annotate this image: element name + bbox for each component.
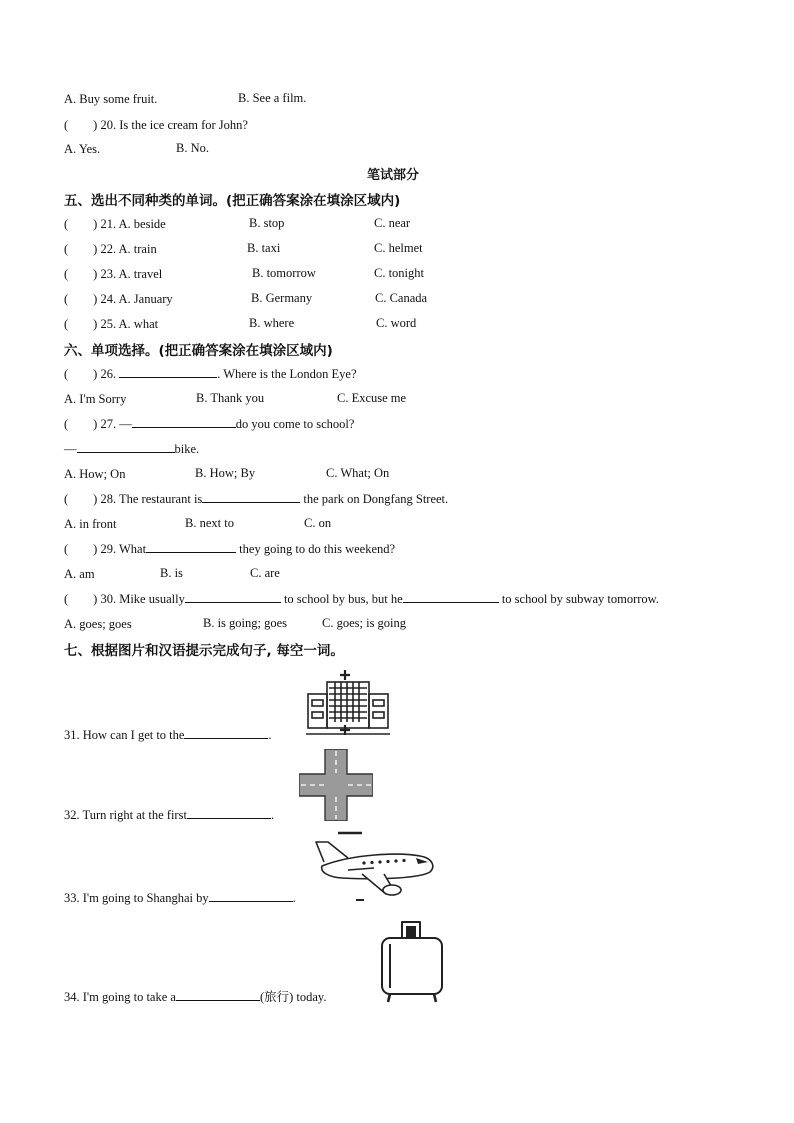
q33-suffix: . (292, 891, 296, 905)
q28-option-c: C. on (304, 516, 332, 530)
q27-suffix: do you come to school? (235, 417, 355, 431)
q26-blank[interactable] (119, 366, 217, 378)
q24-option-c: C. Canada (375, 291, 428, 305)
q32-blank[interactable] (187, 807, 271, 819)
q30-blank-1[interactable] (185, 591, 281, 603)
q24-stem: ( ) 24. A. January (64, 292, 173, 306)
q19-option-a: A. Buy some fruit. (64, 92, 158, 106)
q29-prefix: ( ) 29. What (64, 542, 147, 556)
q31-stem (64, 727, 272, 743)
q30-option-a: A. goes; goes (64, 617, 132, 631)
q25-stem: ( ) 25. A. what (64, 317, 159, 331)
q31-blank[interactable] (184, 727, 268, 739)
q29-suffix: they going to do this weekend? (239, 542, 396, 556)
q28-stem (64, 491, 448, 507)
q29-option-c: C. are (250, 566, 280, 580)
q28-option-a: A. in front (64, 517, 117, 531)
q27-option-a: A. How; On (64, 467, 126, 481)
q27-blank-2[interactable] (77, 441, 175, 453)
q23-stem: ( ) 23. A. travel (64, 267, 163, 281)
q26-option-b: B. Thank you (196, 391, 265, 405)
q34-prefix: 34. I'm going to take a (64, 990, 176, 1004)
q20-option-b: B. No. (176, 141, 209, 155)
q26-option-c: C. Excuse me (337, 391, 407, 405)
q30-stem (64, 591, 659, 607)
q34-stem (64, 989, 327, 1005)
q21-option-c: C. near (374, 216, 411, 230)
q27-dash: — (64, 442, 77, 456)
q30-middle: to school by bus, but he (283, 592, 403, 606)
q31-suffix: . (268, 728, 272, 742)
q30-suffix: to school by subway tomorrow. (501, 592, 659, 606)
q34-blank[interactable] (176, 989, 260, 1001)
suitcase-icon (378, 918, 446, 1008)
q27-line2-suffix: bike. (174, 442, 200, 456)
q27-answer-line (64, 441, 199, 457)
q30-option-c: C. goes; is going (322, 616, 407, 630)
q29-blank[interactable] (146, 541, 236, 553)
q24-option-b: B. Germany (251, 291, 313, 305)
section6-title: 六、单项选择。(把正确答案涂在填涂区域内) (64, 343, 333, 359)
hospital-icon (305, 668, 391, 742)
q22-option-c: C. helmet (374, 241, 423, 255)
q26-option-a: A. I'm Sorry (64, 392, 127, 406)
q26-suffix: . Where is the London Eye? (217, 367, 357, 381)
q30-prefix: ( ) 30. Mike usually (64, 592, 185, 606)
q27-option-b: B. How; By (195, 466, 256, 480)
q26-stem (64, 366, 357, 382)
q29-stem (64, 541, 395, 557)
q20-option-a: A. Yes. (64, 142, 101, 156)
q20-stem: ( ) 20. Is the ice cream for John? (64, 118, 248, 132)
q28-prefix: ( ) 28. The restaurant is (64, 492, 203, 506)
q33-prefix: 33. I'm going to Shanghai by (64, 891, 209, 905)
q29-option-a: A. am (64, 567, 95, 581)
q23-option-b: B. tomorrow (252, 266, 316, 280)
q25-option-c: C. word (376, 316, 417, 330)
q28-option-b: B. next to (185, 516, 234, 530)
q22-stem: ( ) 22. A. train (64, 242, 157, 256)
q21-option-b: B. stop (249, 216, 285, 230)
section7-title: 七、根据图片和汉语提示完成句子, 每空一词。 (64, 643, 344, 659)
q32-stem (64, 807, 274, 823)
q30-blank-2[interactable] (403, 591, 499, 603)
q30-option-b: B. is going; goes (203, 616, 288, 630)
airplane-icon (312, 830, 438, 910)
q32-prefix: 32. Turn right at the first (64, 808, 187, 822)
written-part-title: 笔试部分 (367, 168, 420, 183)
q27-blank-1[interactable] (132, 416, 236, 428)
q27-option-c: C. What; On (326, 466, 390, 480)
q28-suffix: the park on Dongfang Street. (303, 492, 449, 506)
q29-option-b: B. is (160, 566, 183, 580)
q32-suffix: . (270, 808, 275, 822)
q26-prefix: ( ) 26. (64, 367, 117, 381)
q22-option-b: B. taxi (247, 241, 281, 255)
q28-blank[interactable] (202, 491, 300, 503)
q31-prefix: 31. How can I get to the (64, 728, 185, 742)
crossroads-icon (299, 749, 373, 825)
q25-option-b: B. where (249, 316, 295, 330)
q27-prefix: ( ) 27. — (64, 417, 132, 431)
q21-stem: ( ) 21. A. beside (64, 217, 166, 231)
q19-option-b: B. See a film. (238, 91, 307, 105)
q33-stem (64, 890, 296, 906)
section5-title: 五、选出不同种类的单词。(把正确答案涂在填涂区域内) (64, 193, 401, 209)
q27-stem (64, 416, 354, 432)
q33-blank[interactable] (209, 890, 293, 902)
q34-suffix: (旅行) today. (259, 990, 327, 1004)
q23-option-c: C. tonight (374, 266, 425, 280)
